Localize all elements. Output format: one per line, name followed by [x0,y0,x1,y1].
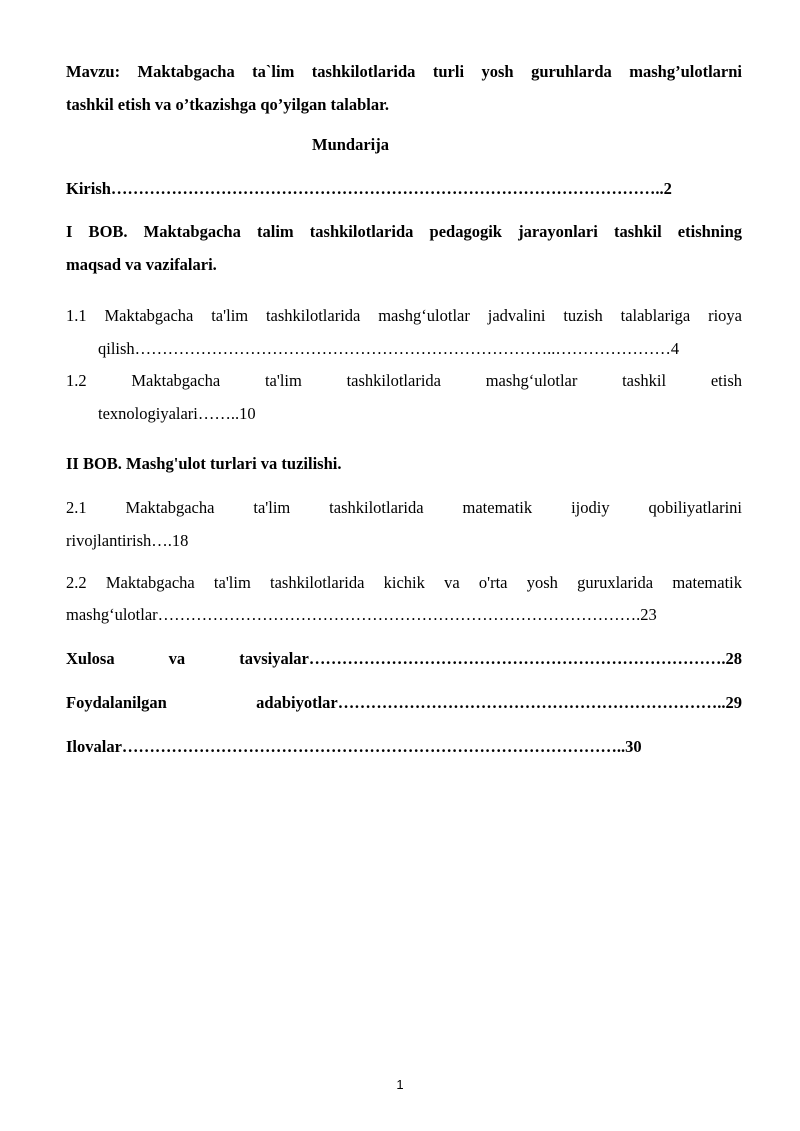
toc-section-2-2-line-2: mashg‘ulotlar…………………………………………………………………………….23 [66,605,657,624]
toc-appendices: Ilovalar………………………………………………………………………………..30 [66,737,642,756]
toc-section-2-1-line-2: rivojlantirish….18 [66,531,189,550]
page-number: 1 [396,1077,404,1092]
toc-references: Foydalanilgan adabiyotlar……………………………………………………………..29 [66,693,742,712]
toc-chapter1-line-2: maqsad va vazifalari. [66,255,217,274]
toc-section-1-2-line-1: 1.2 Maktabgacha ta'lim tashkilotlarida mashg‘ulotlar tashkil etish [66,371,742,390]
toc-intro: Kirish………………………………………………………………………………………..2 [66,179,672,198]
toc-chapter2: II BOB. Mashg'ulot turlari va tuzilishi. [66,454,342,473]
topic-line-2: tashkil etish va o’tkazishga qo’yilgan talablar. [66,95,390,114]
contents-title: Mundarija [312,135,390,154]
toc-chapter1-line-1: I BOB. Maktabgacha talim tashkilotlarida pedagogik jarayonlari tashkil etishning [66,222,742,241]
toc-section-2-2-line-1: 2.2 Maktabgacha ta'lim tashkilotlarida kichik va o'rta yosh guruxlarida matematik [66,573,742,592]
topic-line-1: Mavzu: Maktabgacha ta`lim tashkilotlarida turli yosh guruhlarda mashg’ulotlarni [66,62,742,81]
toc-section-1-1-line-2: qilish…………………………………………………………………..…………………4 [98,339,680,358]
toc-section-1-1-line-1: 1.1 Maktabgacha ta'lim tashkilotlarida mashg‘ulotlar jadvalini tuzish talablariga rioya [66,306,742,325]
toc-section-2-1-line-1: 2.1 Maktabgacha ta'lim tashkilotlarida matematik ijodiy qobiliyatlarini [66,498,742,517]
toc-conclusion: Xulosa va tavsiyalar………………………………………………………………….28 [66,649,742,668]
toc-section-1-2-line-2: texnologiyalari……..10 [98,404,256,423]
